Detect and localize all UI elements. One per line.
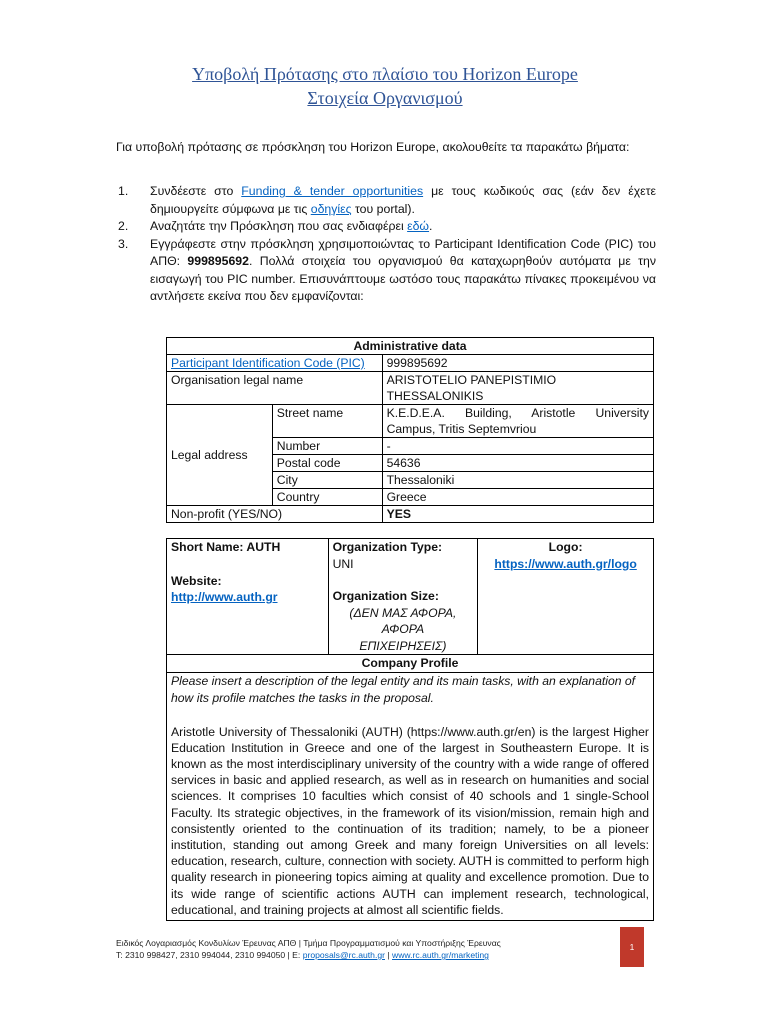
org-size-value: (ΔΕΝ ΜΑΣ ΑΦΟΡΑ, ΑΦΟΡΑ ΕΠΙΧΕΙΡΗΣΕΙΣ) <box>349 605 457 653</box>
street-label: Street name <box>272 405 382 438</box>
footer <box>116 937 501 961</box>
number-label: Number <box>272 438 382 455</box>
pic-number: 999895692 <box>187 254 249 268</box>
administrative-data-table <box>166 337 654 523</box>
nonprofit-label: Non-profit (YES/NO) <box>167 506 383 523</box>
country-label: Country <box>272 489 382 506</box>
city-label: City <box>272 472 382 489</box>
logo-link[interactable]: https://www.auth.gr/logo <box>494 556 637 571</box>
step-number: 1. <box>118 184 129 198</box>
footer-email-link[interactable]: proposals@rc.auth.gr <box>302 950 385 960</box>
city-value: Thessaloniki <box>382 472 653 489</box>
company-profile-cell <box>167 672 654 920</box>
website-label: Website: <box>171 573 222 588</box>
footer-org-line: Ειδικός Λογαριασμός Κονδυλίων Έρευνας ΑΠΘ | Τμήμα Προγραμματισμού και Υποστήριξης Έρευνας <box>116 938 501 948</box>
admin-table-header: Administrative data <box>167 338 654 355</box>
step-item <box>116 236 656 306</box>
postal-code-label: Postal code <box>272 455 382 472</box>
call-search-link[interactable]: εδώ <box>407 219 430 233</box>
document-title: Υποβολή Πρότασης στο πλαίσιο του Horizon Europe <box>192 64 578 84</box>
pic-link[interactable]: Participant Identification Code (PIC) <box>171 356 365 370</box>
org-name-label: Organisation legal name <box>167 372 383 405</box>
org-type-value: UNI <box>332 556 354 571</box>
step-text: Αναζητάτε την Πρόσκληση που σας ενδιαφέρει <box>150 219 408 233</box>
step-item <box>116 183 656 218</box>
org-type-label: Organization Type: <box>332 540 443 554</box>
intro-paragraph: Για υποβολή πρότασης σε πρόσκληση του Horizon Europe, ακολουθείτε τα παρακάτω βήματα: <box>116 140 630 154</box>
postal-code-value: 54636 <box>382 455 653 472</box>
nonprofit-value: YES <box>382 506 653 523</box>
company-profile-header: Company Profile <box>167 655 654 673</box>
org-type-cell <box>328 539 478 655</box>
pic-value: 999895692 <box>382 355 653 372</box>
funding-portal-link[interactable]: Funding & tender opportunities <box>241 184 424 198</box>
page-number-badge: 1 <box>620 927 644 967</box>
step-text: . Πολλά στοιχεία του οργανισμού θα καταχωρηθούν αυτόματα με την εισαγωγή του PIC number. Επισυνάπτουμε ωστόσο τους παρακάτω πίνακες προκειμένου να αντλήσετε εκείνα που δεν εμφανίζονται: <box>150 254 657 303</box>
pic-label-cell <box>167 355 383 372</box>
step-number: 2. <box>118 219 129 233</box>
document-subtitle: Στοιχεία Οργανισμού <box>307 88 463 108</box>
footer-phones: T: 2310 998427, 2310 994044, 2310 994050 | E: <box>116 950 303 960</box>
short-name-cell <box>167 539 329 655</box>
website-link[interactable]: http://www.auth.gr <box>171 590 278 604</box>
instructions-link[interactable]: οδηγίες <box>310 201 352 216</box>
profile-text: Aristotle University of Thessaloniki (AUTH) (https://www.auth.gr/en) is the largest Higher Education Institution in Greece and one of the largest in Southeastern Europe. It is known as the most interdisciplinary university of the country with a wide range of offered services in basic and applied research, as well as in research on humanities and social sciences. It comprises 10 faculties which consist of 40 schools and 1 single-School Faculty. Its strategic objectives, in the framework of its vision/mission, remain high and consistently oriented to the continuation of its tradition; namely, to be a pioneer institution, standing out among Greek and many foreign Universities on all levels: education, research, culture, connection with society. AUTH is committed to perform high quality research in pioneering topics aiming at quality and excellence promotion. Due to its wide range of scientific actions AUTH can implement research, technological, educational, and training projects at almost all scientific fields. <box>171 724 650 917</box>
org-name-value: ARISTOTELIO PANEPISTIMIO THESSALONIKIS <box>382 372 653 405</box>
logo-label: Logo: <box>548 540 583 554</box>
step-text: με τους κωδικούς σας (εάν δεν έχετε δημιουργείτε σύμφωνα με τις <box>150 184 656 216</box>
logo-cell <box>478 539 654 655</box>
org-size-label: Organization Size: <box>332 589 439 603</box>
number-value: - <box>382 438 653 455</box>
footer-web-link[interactable]: www.rc.auth.gr/marketing <box>392 950 489 960</box>
legal-address-label: Legal address <box>167 405 273 506</box>
step-text: . <box>429 219 433 233</box>
country-value: Greece <box>382 489 653 506</box>
step-item <box>116 218 656 236</box>
organisation-table <box>166 538 654 921</box>
footer-contact-line <box>116 949 501 961</box>
step-text: του portal). <box>351 201 415 216</box>
steps-list <box>116 183 656 306</box>
step-text: Συνδέεστε στο <box>150 184 242 198</box>
footer-separator: | <box>384 950 392 960</box>
short-name: Short Name: AUTH <box>171 540 281 554</box>
step-number: 3. <box>118 236 129 251</box>
step-text: Εγγράφεστε στην πρόσκληση χρησιμοποιώντας το Participant Identification Code (PIC) του ΑΠΘ: <box>150 236 656 268</box>
profile-instruction: Please insert a description of the legal entity and its main tasks, with an explanation of how its profile matches the tasks in the proposal. <box>171 673 636 705</box>
street-value: K.E.D.E.A. Building, Aristotle University Campus, Tritis Septemvriou <box>382 405 653 438</box>
